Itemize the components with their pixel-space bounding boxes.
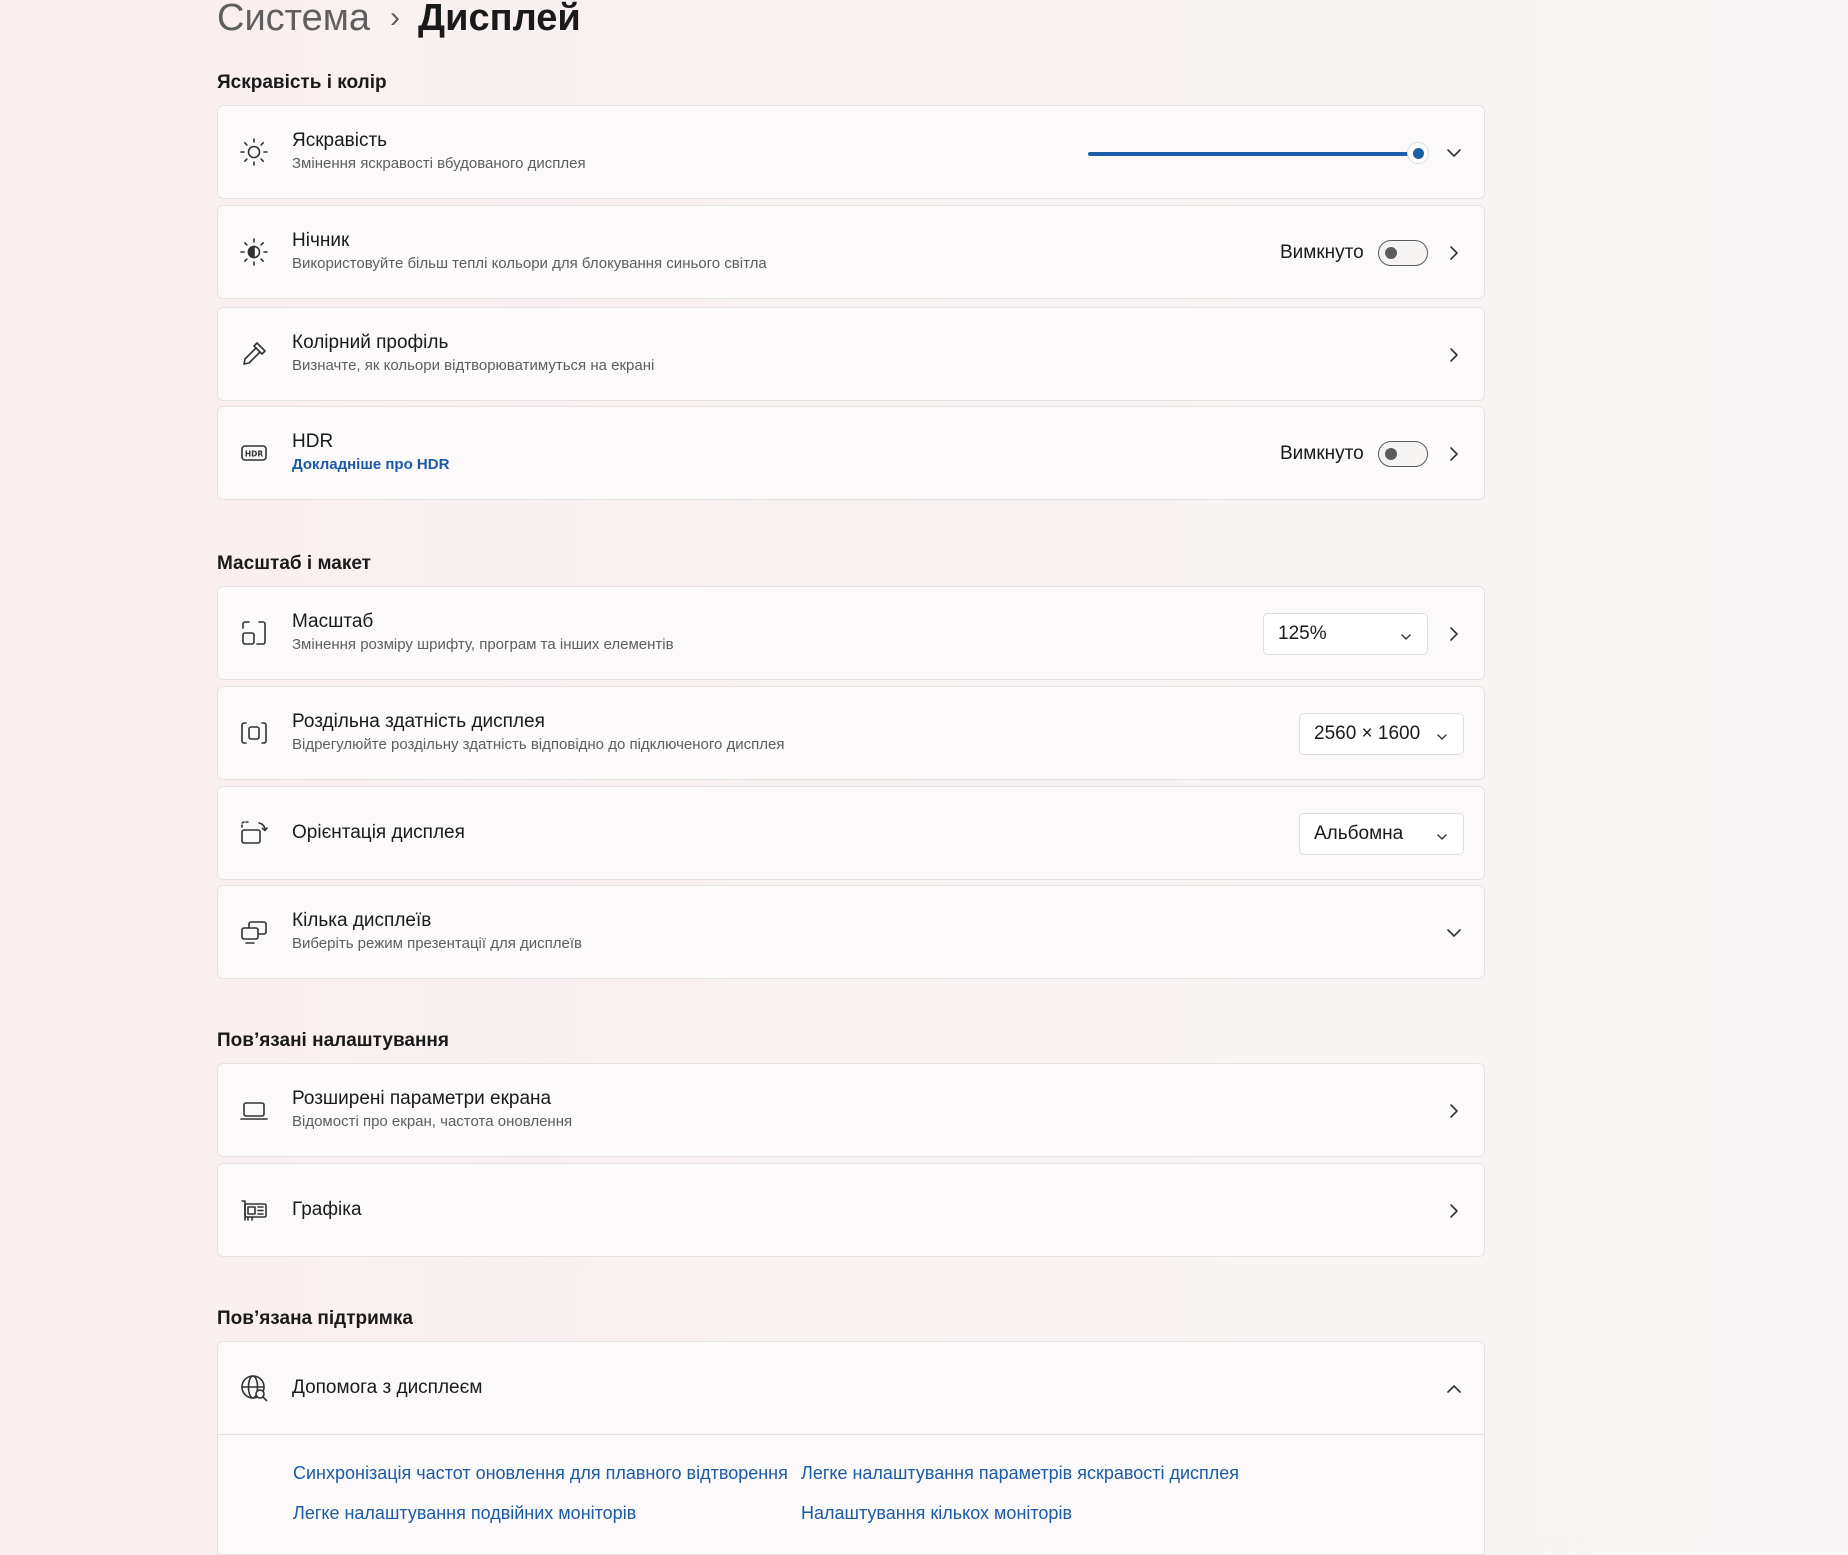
laptop-icon	[238, 1094, 270, 1126]
display-help-card[interactable]	[217, 1341, 1485, 1435]
chevron-right-icon[interactable]	[1444, 444, 1464, 464]
section-brightness-color: Яскравість і колір	[217, 72, 387, 93]
brightness-title: Яскравість	[292, 130, 388, 151]
chevron-right-icon[interactable]	[1444, 624, 1464, 644]
collapse-chevron-up-icon[interactable]	[1444, 1379, 1464, 1399]
multiple-displays-card[interactable]	[217, 885, 1485, 979]
section-scale-layout: Масштаб і макет	[217, 553, 371, 574]
scale-dropdown[interactable]	[1263, 613, 1428, 655]
scale-subtitle: Змінення розміру шрифту, програм та інших елементів	[292, 636, 674, 653]
orientation-dropdown[interactable]	[1299, 813, 1464, 855]
color-profile-subtitle: Визначте, як кольори відтворюватимуться на екрані	[292, 357, 655, 374]
night-light-subtitle: Використовуйте більш теплі кольори для блокування синього світла	[292, 255, 767, 272]
resolution-icon	[238, 717, 270, 749]
scale-card[interactable]	[217, 586, 1485, 680]
advanced-display-title: Розширені параметри екрана	[292, 1088, 552, 1109]
resolution-card[interactable]	[217, 686, 1485, 780]
multiple-displays-icon	[238, 916, 270, 948]
brightness-subtitle: Змінення яскравості вбудованого дисплея	[292, 155, 586, 172]
night-light-state: Вимкнуто	[1280, 242, 1364, 263]
orientation-dropdown-value: Альбомна	[1314, 823, 1404, 844]
brightness-sun-icon	[238, 136, 270, 168]
chevron-right-icon[interactable]	[1444, 1101, 1464, 1121]
help-link-refresh-sync[interactable]: Синхронізація частот оновлення для плавного відтворення	[293, 1463, 788, 1483]
chevron-right-icon[interactable]	[1444, 345, 1464, 365]
chevron-right-icon[interactable]	[1444, 1201, 1464, 1221]
section-related-support: Пов’язана підтримка	[217, 1308, 413, 1329]
chevron-down-icon	[1435, 828, 1449, 842]
expand-chevron-down-icon[interactable]	[1444, 923, 1464, 943]
expand-chevron-down-icon[interactable]	[1444, 143, 1464, 163]
orientation-card[interactable]	[217, 786, 1485, 880]
hdr-toggle[interactable]	[1378, 441, 1428, 467]
hdr-state: Вимкнуто	[1280, 443, 1364, 464]
breadcrumb-separator: ›	[390, 1, 401, 34]
eyedropper-icon	[238, 338, 270, 370]
section-related-settings: Пов’язані налаштування	[217, 1030, 449, 1051]
night-light-toggle[interactable]	[1378, 240, 1428, 266]
orientation-title: Орієнтація дисплея	[292, 822, 465, 843]
night-light-icon	[238, 236, 270, 268]
display-help-links	[217, 1435, 1485, 1555]
breadcrumb-system[interactable]: Система	[217, 0, 371, 39]
scale-icon	[238, 617, 270, 649]
hdr-card[interactable]	[217, 406, 1485, 500]
hdr-learn-more-link[interactable]: Докладніше про HDR	[292, 456, 450, 473]
globe-search-icon	[238, 1372, 270, 1404]
resolution-dropdown[interactable]	[1299, 713, 1464, 755]
chevron-down-icon	[1399, 628, 1413, 642]
chevron-right-icon[interactable]	[1444, 243, 1464, 263]
orientation-icon	[238, 817, 270, 849]
multiple-displays-title: Кілька дисплеїв	[292, 910, 432, 931]
help-link-brightness[interactable]: Легке налаштування параметрів яскравості дисплея	[801, 1463, 1240, 1483]
scale-title: Масштаб	[292, 611, 374, 632]
resolution-title: Роздільна здатність дисплея	[292, 711, 545, 732]
color-profile-title: Колірний профіль	[292, 332, 449, 353]
breadcrumb	[217, 0, 581, 44]
night-light-card[interactable]	[217, 205, 1485, 299]
page-title: Дисплей	[418, 0, 581, 39]
svg-text:HDR: HDR	[244, 449, 264, 459]
night-light-title: Нічник	[292, 230, 350, 251]
resolution-subtitle: Відрегулюйте роздільну здатність відповідно до підключеного дисплея	[292, 736, 785, 753]
hdr-icon	[238, 437, 270, 469]
display-help-title: Допомога з дисплеєм	[292, 1377, 483, 1398]
chevron-down-icon	[1435, 728, 1449, 742]
help-link-multiple-monitors[interactable]: Налаштування кількох моніторів	[801, 1503, 1073, 1523]
scale-dropdown-value: 125%	[1278, 623, 1327, 644]
hdr-title: HDR	[292, 431, 334, 452]
advanced-display-card[interactable]	[217, 1063, 1485, 1157]
help-link-dual-monitors[interactable]: Легке налаштування подвійних моніторів	[293, 1503, 637, 1523]
brightness-slider-track[interactable]	[1088, 152, 1418, 156]
graphics-title: Графіка	[292, 1199, 362, 1220]
graphics-card[interactable]	[217, 1163, 1485, 1257]
brightness-card[interactable]	[217, 105, 1485, 199]
color-profile-card[interactable]	[217, 307, 1485, 401]
resolution-dropdown-value: 2560 × 1600	[1314, 723, 1421, 744]
brightness-slider-thumb[interactable]	[1407, 142, 1429, 164]
graphics-card-icon	[238, 1194, 270, 1226]
advanced-display-subtitle: Відомості про екран, частота оновлення	[292, 1113, 573, 1130]
multiple-displays-subtitle: Виберіть режим презентації для дисплеїв	[292, 935, 582, 952]
